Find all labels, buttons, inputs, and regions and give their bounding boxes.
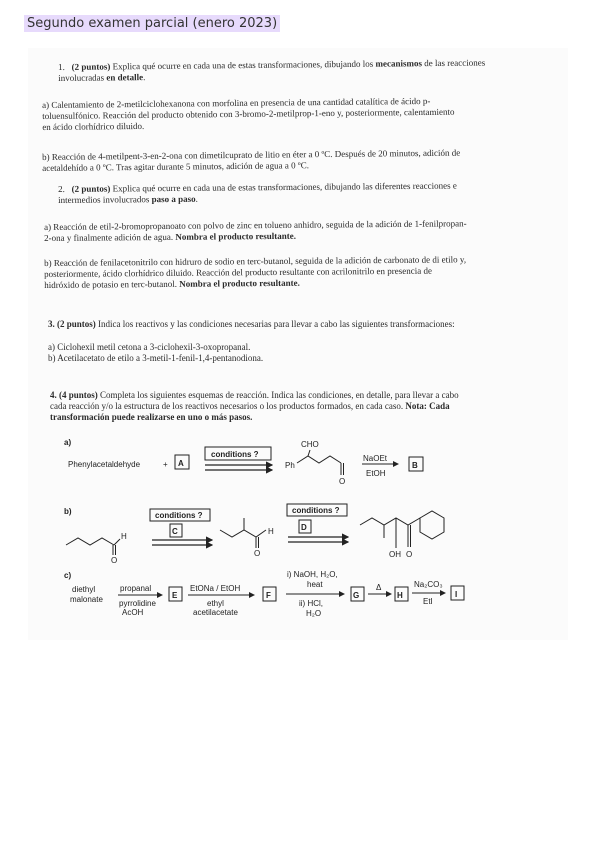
pyrrolidine-label: pyrrolidine: [119, 599, 156, 608]
q2-part-b: b) Reacción de fenilacetonitrilo con hidruro de sodio en terc-butanol, seguida de la adición de carbonato de di etilo y, posteriormente, ácido clorhídrico diluido. Reacción del producto resultante con acrilonitrilo en presencia de hidróxido de potasio en terc-butanol. Nombra el producto resultante.: [44, 254, 467, 290]
o-label-b3: O: [406, 550, 413, 559]
o-label-a: O: [339, 477, 346, 486]
structure-b1-skeleton: [66, 538, 114, 545]
etoh-label: EtOH: [366, 469, 386, 478]
naoet-label: NaOEt: [363, 454, 388, 463]
q4-statement: 4. (4 puntos) Completa los siguientes esquemas de reacción. Indica las condiciones, en detalle, para llevar a cabo cada reacción y/o la estructura de los reactivos necesarios o los productos formados, en cada caso. Nota: Cada transformación puede realizarse en uno o más pasos.: [50, 390, 459, 422]
scheme-a-label: a): [64, 438, 72, 447]
structure-b2-skeleton: [220, 530, 266, 537]
h-label-b2: H: [268, 527, 274, 536]
q3-parts: a) Ciclohexil metil cetona a 3-ciclohexil-3-oxopropanal. b) Acetilacetato de etilo a 3-metil-1-fenil-1,4-pentanodiona.: [48, 342, 264, 363]
o-label-b1: O: [111, 556, 118, 565]
box-F-label: F: [266, 591, 271, 600]
box-I: [451, 586, 464, 600]
cho-bond: [308, 450, 310, 456]
q2-statement: 2. (2 puntos) Explica qué ocurre en cada una de estas transformaciones, dibujando las diferentes reacciones e intermedios involucrados paso a paso.: [58, 180, 457, 205]
ethyl-label: ethyl: [207, 599, 224, 608]
heat-label: heat: [307, 580, 323, 589]
box-B-label: B: [412, 461, 418, 470]
q2-part-a: a) Reacción de etil-2-bromopropanoato con polvo de zinc en tolueno anhidro, seguida de la adición de 1-fenilpropan- 2-ona y finalmente adición de agua. Nombra el producto resultante.: [44, 218, 467, 243]
q1-statement: 1. (2 puntos) Explica qué ocurre en cada una de estas transformaciones, dibujando los mecanismos de las reacciones involucradas en detalle.: [58, 57, 486, 83]
acetilacetate-label: acetilacetate: [193, 608, 238, 617]
h2o-label: H₂O: [306, 609, 322, 618]
acoh-label: AcOH: [122, 608, 144, 617]
scheme-b: [64, 504, 444, 565]
etona-label: EtONa / EtOH: [190, 584, 241, 593]
box-G-label: G: [353, 591, 360, 600]
phenylacetaldehyde-label: Phenylacetaldehyde: [68, 460, 141, 469]
aldehyde-h-bond: [114, 539, 120, 545]
propanal-label: propanal: [120, 584, 152, 593]
scheme-b-label: b): [64, 507, 72, 516]
box-A-label: A: [178, 459, 184, 468]
malonate-label: malonate: [70, 595, 103, 604]
q1-part-a: a) Calentamiento de 2-metilciclohexanona con morfolina en presencia de una cantidad catalítica de ácido p- toluensulfónico. Reacción del producto obtenido con 3-bromo-2-metilprop-1-eno y, posteriormente, calentamiento en ácido clorhídrico diluido.: [42, 95, 455, 132]
box-E-label: E: [172, 591, 178, 600]
structure-b3-skeleton: [360, 518, 420, 525]
eti-label: EtI: [423, 597, 433, 606]
ph-label: Ph: [285, 461, 295, 470]
conditions-b1-label: conditions ?: [155, 511, 203, 520]
box-C-label: C: [172, 527, 178, 536]
scheme-c-label: c): [64, 571, 72, 580]
conditions-b2-label: conditions ?: [292, 506, 340, 515]
h-label-b1: H: [121, 532, 127, 541]
scheme-c: [64, 570, 464, 618]
scheme-a: [64, 438, 423, 486]
plus-sign: +: [163, 460, 168, 469]
q3-statement: 3. (2 puntos) Indica los reactivos y las condiciones necesarias para llevar a cabo las siguientes transformaciones:: [48, 319, 455, 329]
box-I-label: I: [455, 590, 458, 599]
header-title: Segundo examen parcial (enero 2023): [27, 16, 278, 31]
cyclohexyl-ring: [420, 511, 444, 539]
hcl-label: ii) HCl,: [299, 599, 323, 608]
box-D-label: D: [301, 523, 307, 532]
cho-label: CHO: [301, 440, 319, 449]
naoh-label: i) NaOH, H₂O,: [287, 570, 338, 579]
na2co3-label: Na₂CO₃: [414, 580, 443, 589]
structure-a-skeleton: [297, 456, 341, 463]
oh-label: OH: [389, 550, 401, 559]
box-H-label: H: [397, 591, 403, 600]
q1-part-b: b) Reacción de 4-metilpent-3-en-2-ona con dimetilcuprato de litio en éter a 0 ºC. Después de 20 minutos, adición de acetaldehído a 0 ºC. Tras agitar durante 5 minutos, adición de agua a 0 ºC.: [42, 147, 461, 173]
o-label-b2: O: [254, 549, 261, 558]
delta-label: Δ: [376, 583, 382, 592]
diethyl-label: diethyl: [72, 585, 96, 594]
conditions-a-label: conditions ?: [211, 450, 259, 459]
